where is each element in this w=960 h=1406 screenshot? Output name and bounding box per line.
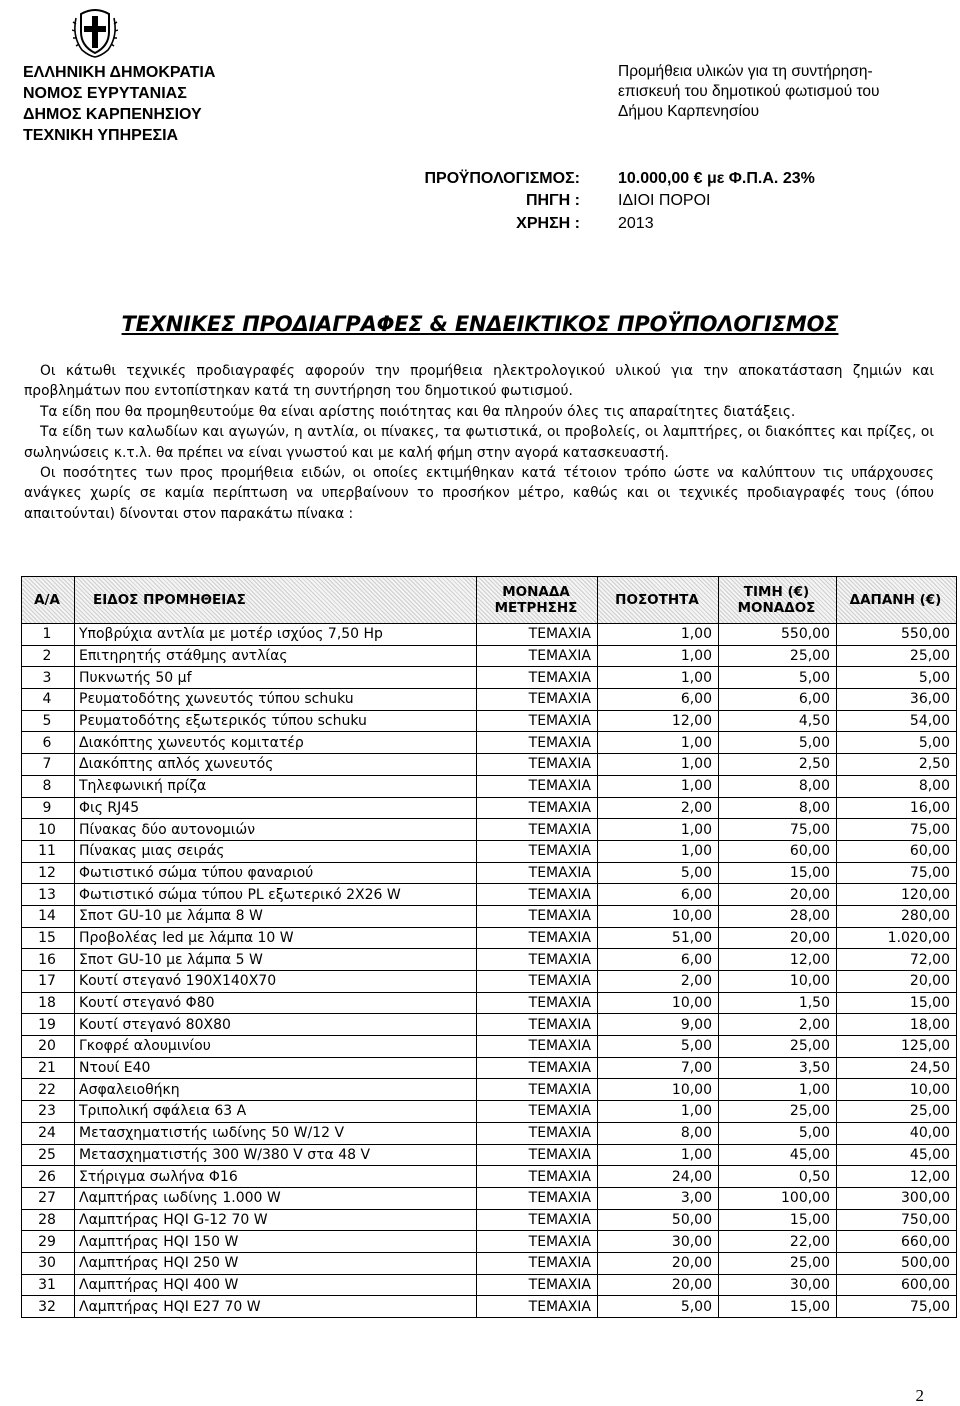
subject-line: Προμήθεια υλικών για τη συντήρηση- <box>618 63 873 80</box>
unit-price: 22,00 <box>719 1231 837 1253</box>
header-item: ΕΙΔΟΣ ΠΡΟΜΗΘΕΙΑΣ <box>75 577 477 624</box>
row-number: 1 <box>22 624 75 646</box>
row-number: 6 <box>22 732 75 754</box>
unit-price: 2,50 <box>719 754 837 776</box>
table-row <box>22 862 957 884</box>
unit-of-measure: ΤΕΜΑΧΙΑ <box>477 624 598 646</box>
quantity: 1,00 <box>598 775 719 797</box>
cost: 300,00 <box>837 1187 957 1209</box>
unit-of-measure: ΤΕΜΑΧΙΑ <box>477 905 598 927</box>
item-description: Πίνακας μιας σειράς <box>75 840 477 862</box>
quantity: 3,00 <box>598 1187 719 1209</box>
source-label: ΠΗΓΗ : <box>525 192 580 209</box>
unit-price: 8,00 <box>719 775 837 797</box>
header-price-line2: ΜΟΝΑΔΟΣ <box>737 600 816 616</box>
row-number: 12 <box>22 862 75 884</box>
intro-paragraph: Τα είδη που θα προμηθευτούμε θα είναι αρίστης ποιότητας και θα πληρούν όλες τις απαραίτητες διατάξεις. <box>40 403 796 420</box>
budget-label: ΠΡΟΫΠΟΛΟΓΙΣΜΟΣ: <box>424 170 580 187</box>
table-row <box>22 1036 957 1058</box>
table-row <box>22 949 957 971</box>
row-number: 4 <box>22 689 75 711</box>
quantity: 1,00 <box>598 732 719 754</box>
row-number: 30 <box>22 1252 75 1274</box>
item-description: Πίνακας δύο αυτονομιών <box>75 819 477 841</box>
unit-of-measure: ΤΕΜΑΧΙΑ <box>477 645 598 667</box>
row-number: 25 <box>22 1144 75 1166</box>
item-description: Κουτί στεγανό Φ80 <box>75 992 477 1014</box>
item-description: Τριπολική σφάλεια 63 Α <box>75 1101 477 1123</box>
row-number: 5 <box>22 710 75 732</box>
header-unit-line1: ΜΟΝΑΔΑ <box>502 584 570 600</box>
budget-value: 10.000,00 € με Φ.Π.Α. 23% <box>618 170 815 187</box>
cost: 54,00 <box>837 710 957 732</box>
quantity: 1,00 <box>598 645 719 667</box>
table-row <box>22 732 957 754</box>
unit-of-measure: ΤΕΜΑΧΙΑ <box>477 667 598 689</box>
unit-price: 60,00 <box>719 840 837 862</box>
unit-price: 5,00 <box>719 732 837 754</box>
quantity: 20,00 <box>598 1274 719 1296</box>
unit-price: 0,50 <box>719 1166 837 1188</box>
cost: 40,00 <box>837 1122 957 1144</box>
table-row <box>22 1187 957 1209</box>
unit-of-measure: ΤΕΜΑΧΙΑ <box>477 949 598 971</box>
row-number: 29 <box>22 1231 75 1253</box>
table-row <box>22 1209 957 1231</box>
items-table <box>21 576 957 1318</box>
cost: 45,00 <box>837 1144 957 1166</box>
unit-price: 8,00 <box>719 797 837 819</box>
cost: 16,00 <box>837 797 957 819</box>
quantity: 1,00 <box>598 1101 719 1123</box>
cost: 125,00 <box>837 1036 957 1058</box>
quantity: 5,00 <box>598 1296 719 1318</box>
unit-of-measure: ΤΕΜΑΧΙΑ <box>477 1036 598 1058</box>
org-line: ΔΗΜΟΣ ΚΑΡΠΕΝΗΣΙΟΥ <box>23 106 202 123</box>
row-number: 31 <box>22 1274 75 1296</box>
row-number: 19 <box>22 1014 75 1036</box>
row-number: 3 <box>22 667 75 689</box>
unit-price: 3,50 <box>719 1057 837 1079</box>
header-price <box>719 577 837 624</box>
table-row <box>22 927 957 949</box>
quantity: 10,00 <box>598 1079 719 1101</box>
item-description: Λαμπτήρας HQI E27 70 W <box>75 1296 477 1318</box>
table-row <box>22 797 957 819</box>
cost: 8,00 <box>837 775 957 797</box>
table-row <box>22 1274 957 1296</box>
unit-of-measure: ΤΕΜΑΧΙΑ <box>477 1079 598 1101</box>
table-row <box>22 992 957 1014</box>
item-description: Φις RJ45 <box>75 797 477 819</box>
unit-of-measure: ΤΕΜΑΧΙΑ <box>477 1122 598 1144</box>
item-description: Τηλεφωνική πρίζα <box>75 775 477 797</box>
row-number: 11 <box>22 840 75 862</box>
item-description: Προβολέας led με λάμπα 10 W <box>75 927 477 949</box>
unit-of-measure: ΤΕΜΑΧΙΑ <box>477 1101 598 1123</box>
row-number: 17 <box>22 971 75 993</box>
cost: 75,00 <box>837 819 957 841</box>
unit-of-measure: ΤΕΜΑΧΙΑ <box>477 1296 598 1318</box>
item-description: Σποτ GU-10 με λάμπα 8 W <box>75 905 477 927</box>
unit-of-measure: ΤΕΜΑΧΙΑ <box>477 732 598 754</box>
item-description: Διακόπτης χωνευτός κομιτατέρ <box>75 732 477 754</box>
table-row <box>22 689 957 711</box>
item-description: Φωτιστικό σώμα τύπου PL εξωτερικό 2X26 W <box>75 884 477 906</box>
issuing-authority <box>23 62 215 146</box>
item-description: Σποτ GU-10 με λάμπα 5 W <box>75 949 477 971</box>
unit-price: 1,50 <box>719 992 837 1014</box>
unit-of-measure: ΤΕΜΑΧΙΑ <box>477 884 598 906</box>
intro-paragraph: Τα είδη των καλωδίων και αγωγών, η αντλία, οι πίνακες, τα φωτιστικά, οι προβολείς, οι λαμπτήρες, οι διακόπτες και πρίζες, οι σωληνώσεις κ.τ.λ. θα πρέπει να είναι γνωστού και με καλή φήμη στην αγορά κατασκευαστή. <box>24 424 934 461</box>
intro-paragraph: Οι κάτωθι τεχνικές προδιαγραφές αφορούν την προμήθεια ηλεκτρολογικού υλικού για την αποκατάσταση ζημιών και προβλημάτων που εντοπίστηκαν κατά τη συντήρηση του δημοτικού φωτισμού. <box>24 363 934 400</box>
table-row <box>22 1144 957 1166</box>
header-price-line1: ΤΙΜΗ (€) <box>743 584 810 600</box>
unit-price: 15,00 <box>719 1296 837 1318</box>
source-value: ΙΔΙΟΙ ΠΟΡΟΙ <box>618 192 711 209</box>
unit-price: 1,00 <box>719 1079 837 1101</box>
quantity: 10,00 <box>598 905 719 927</box>
unit-of-measure: ΤΕΜΑΧΙΑ <box>477 1166 598 1188</box>
item-description: Λαμπτήρας HQI G-12 70 W <box>75 1209 477 1231</box>
subject-line: Δήμου Καρπενησίου <box>618 103 760 120</box>
unit-price: 28,00 <box>719 905 837 927</box>
cost: 280,00 <box>837 905 957 927</box>
row-number: 16 <box>22 949 75 971</box>
unit-of-measure: ΤΕΜΑΧΙΑ <box>477 971 598 993</box>
header-aa: Α/Α <box>22 577 75 624</box>
header-qty: ΠΟΣΟΤΗΤΑ <box>598 577 719 624</box>
unit-of-measure: ΤΕΜΑΧΙΑ <box>477 840 598 862</box>
item-description: Διακόπτης απλός χωνευτός <box>75 754 477 776</box>
cost: 550,00 <box>837 624 957 646</box>
unit-price: 25,00 <box>719 645 837 667</box>
table-row <box>22 1296 957 1318</box>
table-row <box>22 840 957 862</box>
cost: 750,00 <box>837 1209 957 1231</box>
row-number: 13 <box>22 884 75 906</box>
unit-of-measure: ΤΕΜΑΧΙΑ <box>477 1014 598 1036</box>
unit-price: 30,00 <box>719 1274 837 1296</box>
cost: 15,00 <box>837 992 957 1014</box>
item-description: Ρευματοδότης εξωτερικός τύπου schuku <box>75 710 477 732</box>
unit-price: 20,00 <box>719 927 837 949</box>
subject-line: επισκευή του δημοτικού φωτισμού του <box>618 83 880 100</box>
quantity: 9,00 <box>598 1014 719 1036</box>
quantity: 50,00 <box>598 1209 719 1231</box>
quantity: 8,00 <box>598 1122 719 1144</box>
cost: 20,00 <box>837 971 957 993</box>
unit-of-measure: ΤΕΜΑΧΙΑ <box>477 1187 598 1209</box>
year-label: ΧΡΗΣΗ : <box>516 215 580 232</box>
unit-price: 5,00 <box>719 667 837 689</box>
quantity: 1,00 <box>598 819 719 841</box>
cost: 2,50 <box>837 754 957 776</box>
unit-price: 25,00 <box>719 1252 837 1274</box>
unit-price: 2,00 <box>719 1014 837 1036</box>
table-row <box>22 667 957 689</box>
document-title: ΤΕΧΝΙΚΕΣ ΠΡΟΔΙΑΓΡΑΦΕΣ & ΕΝΔΕΙΚΤΙΚΟΣ ΠΡΟΫΠΟΛΟΓΙΣΜΟΣ <box>121 312 839 336</box>
intro-paragraph: Οι ποσότητες των προς προμήθεια ειδών, οι οποίες εκτιμήθηκαν κατά τέτοιον τρόπο ώστε να καλύπτουν τις υπάρχουσες ανάγκες χωρίς σε καμία περίπτωση να υπερβαίνουν το προσήκον μέτρο, καθώς και οι τεχνικές προδιαγραφές τους (όπου απαιτούνται) δίνονται στον παρακάτω πίνακα : <box>24 465 934 522</box>
unit-of-measure: ΤΕΜΑΧΙΑ <box>477 1274 598 1296</box>
quantity: 1,00 <box>598 754 719 776</box>
row-number: 15 <box>22 927 75 949</box>
table-row <box>22 819 957 841</box>
item-description: Κουτί στεγανό 80Χ80 <box>75 1014 477 1036</box>
cost: 25,00 <box>837 645 957 667</box>
table-row <box>22 1079 957 1101</box>
quantity: 5,00 <box>598 1036 719 1058</box>
unit-price: 550,00 <box>719 624 837 646</box>
unit-price: 20,00 <box>719 884 837 906</box>
quantity: 6,00 <box>598 884 719 906</box>
unit-of-measure: ΤΕΜΑΧΙΑ <box>477 775 598 797</box>
table-row <box>22 645 957 667</box>
quantity: 6,00 <box>598 949 719 971</box>
unit-of-measure: ΤΕΜΑΧΙΑ <box>477 1231 598 1253</box>
row-number: 2 <box>22 645 75 667</box>
cost: 18,00 <box>837 1014 957 1036</box>
unit-of-measure: ΤΕΜΑΧΙΑ <box>477 992 598 1014</box>
row-number: 27 <box>22 1187 75 1209</box>
cost: 600,00 <box>837 1274 957 1296</box>
quantity: 1,00 <box>598 624 719 646</box>
greek-coat-of-arms-icon <box>72 6 118 58</box>
subject <box>618 62 948 122</box>
cost: 25,00 <box>837 1101 957 1123</box>
cost: 60,00 <box>837 840 957 862</box>
item-description: Μετασχηματιστής ιωδίνης 50 W/12 V <box>75 1122 477 1144</box>
unit-price: 15,00 <box>719 862 837 884</box>
row-number: 22 <box>22 1079 75 1101</box>
table-row <box>22 1166 957 1188</box>
item-description: Επιτηρητής στάθμης αντλίας <box>75 645 477 667</box>
item-description: Λαμπτήρας HQI 150 W <box>75 1231 477 1253</box>
item-description: Λαμπτήρας HQI 400 W <box>75 1274 477 1296</box>
cost: 75,00 <box>837 1296 957 1318</box>
unit-of-measure: ΤΕΜΑΧΙΑ <box>477 819 598 841</box>
unit-of-measure: ΤΕΜΑΧΙΑ <box>477 862 598 884</box>
unit-of-measure: ΤΕΜΑΧΙΑ <box>477 1057 598 1079</box>
cost: 1.020,00 <box>837 927 957 949</box>
cost: 5,00 <box>837 732 957 754</box>
unit-price: 100,00 <box>719 1187 837 1209</box>
unit-of-measure: ΤΕΜΑΧΙΑ <box>477 754 598 776</box>
quantity: 1,00 <box>598 1144 719 1166</box>
table-row <box>22 905 957 927</box>
row-number: 21 <box>22 1057 75 1079</box>
unit-price: 6,00 <box>719 689 837 711</box>
cost: 5,00 <box>837 667 957 689</box>
cost: 660,00 <box>837 1231 957 1253</box>
unit-price: 12,00 <box>719 949 837 971</box>
unit-price: 15,00 <box>719 1209 837 1231</box>
table-row <box>22 884 957 906</box>
quantity: 30,00 <box>598 1231 719 1253</box>
row-number: 14 <box>22 905 75 927</box>
row-number: 20 <box>22 1036 75 1058</box>
unit-price: 10,00 <box>719 971 837 993</box>
quantity: 10,00 <box>598 992 719 1014</box>
item-description: Λαμπτήρας HQI 250 W <box>75 1252 477 1274</box>
quantity: 5,00 <box>598 862 719 884</box>
table-row <box>22 1122 957 1144</box>
table-row <box>22 710 957 732</box>
item-description: Κουτί στεγανό 190Χ140Χ70 <box>75 971 477 993</box>
header-unit <box>477 577 598 624</box>
cost: 10,00 <box>837 1079 957 1101</box>
unit-price: 4,50 <box>719 710 837 732</box>
table-row <box>22 775 957 797</box>
item-description: Μετασχηματιστής 300 W/380 V στα 48 V <box>75 1144 477 1166</box>
cost: 120,00 <box>837 884 957 906</box>
quantity: 1,00 <box>598 840 719 862</box>
item-description: Ντουί Ε40 <box>75 1057 477 1079</box>
quantity: 7,00 <box>598 1057 719 1079</box>
unit-of-measure: ΤΕΜΑΧΙΑ <box>477 1209 598 1231</box>
item-description: Φωτιστικό σώμα τύπου φαναριού <box>75 862 477 884</box>
cost: 500,00 <box>837 1252 957 1274</box>
unit-of-measure: ΤΕΜΑΧΙΑ <box>477 710 598 732</box>
quantity: 1,00 <box>598 667 719 689</box>
unit-price: 45,00 <box>719 1144 837 1166</box>
cost: 72,00 <box>837 949 957 971</box>
unit-of-measure: ΤΕΜΑΧΙΑ <box>477 927 598 949</box>
header-cost: ΔΑΠΑΝΗ (€) <box>837 577 957 624</box>
unit-price: 25,00 <box>719 1036 837 1058</box>
year-value: 2013 <box>618 215 654 232</box>
quantity: 2,00 <box>598 797 719 819</box>
unit-price: 25,00 <box>719 1101 837 1123</box>
table-row <box>22 1231 957 1253</box>
org-line: ΤΕΧΝΙΚΗ ΥΠΗΡΕΣΙΑ <box>23 127 179 144</box>
row-number: 10 <box>22 819 75 841</box>
quantity: 20,00 <box>598 1252 719 1274</box>
table-row <box>22 971 957 993</box>
row-number: 28 <box>22 1209 75 1231</box>
quantity: 6,00 <box>598 689 719 711</box>
table-header-row <box>22 577 957 624</box>
row-number: 26 <box>22 1166 75 1188</box>
intro-text <box>24 361 934 524</box>
unit-of-measure: ΤΕΜΑΧΙΑ <box>477 1144 598 1166</box>
unit-price: 5,00 <box>719 1122 837 1144</box>
item-description: Υποβρύχια αντλία με μοτέρ ισχύος 7,50 Hp <box>75 624 477 646</box>
unit-of-measure: ΤΕΜΑΧΙΑ <box>477 797 598 819</box>
table-row <box>22 624 957 646</box>
cost: 12,00 <box>837 1166 957 1188</box>
item-description: Γκοφρέ αλουμινίου <box>75 1036 477 1058</box>
org-line: ΝΟΜΟΣ ΕΥΡΥΤΑΝΙΑΣ <box>23 85 187 102</box>
header-unit-line2: ΜΕΤΡΗΣΗΣ <box>494 600 578 616</box>
row-number: 32 <box>22 1296 75 1318</box>
cost: 24,50 <box>837 1057 957 1079</box>
org-line: ΕΛΛΗΝΙΚΗ ΔΗΜΟΚΡΑΤΙΑ <box>23 64 216 81</box>
quantity: 12,00 <box>598 710 719 732</box>
item-description: Ρευματοδότης χωνευτός τύπου schuku <box>75 689 477 711</box>
unit-of-measure: ΤΕΜΑΧΙΑ <box>477 1252 598 1274</box>
item-description: Στήριγμα σωλήνα Φ16 <box>75 1166 477 1188</box>
table-row <box>22 1101 957 1123</box>
table-row <box>22 1014 957 1036</box>
unit-of-measure: ΤΕΜΑΧΙΑ <box>477 689 598 711</box>
row-number: 24 <box>22 1122 75 1144</box>
cost: 36,00 <box>837 689 957 711</box>
quantity: 51,00 <box>598 927 719 949</box>
item-description: Πυκνωτής 50 μf <box>75 667 477 689</box>
row-number: 7 <box>22 754 75 776</box>
quantity: 2,00 <box>598 971 719 993</box>
unit-price: 75,00 <box>719 819 837 841</box>
table-row <box>22 754 957 776</box>
row-number: 8 <box>22 775 75 797</box>
table-row <box>22 1057 957 1079</box>
cost: 75,00 <box>837 862 957 884</box>
item-description: Ασφαλειοθήκη <box>75 1079 477 1101</box>
row-number: 9 <box>22 797 75 819</box>
item-description: Λαμπτήρας ιωδίνης 1.000 W <box>75 1187 477 1209</box>
row-number: 23 <box>22 1101 75 1123</box>
table-row <box>22 1252 957 1274</box>
page-number: 2 <box>915 1386 924 1405</box>
quantity: 24,00 <box>598 1166 719 1188</box>
row-number: 18 <box>22 992 75 1014</box>
